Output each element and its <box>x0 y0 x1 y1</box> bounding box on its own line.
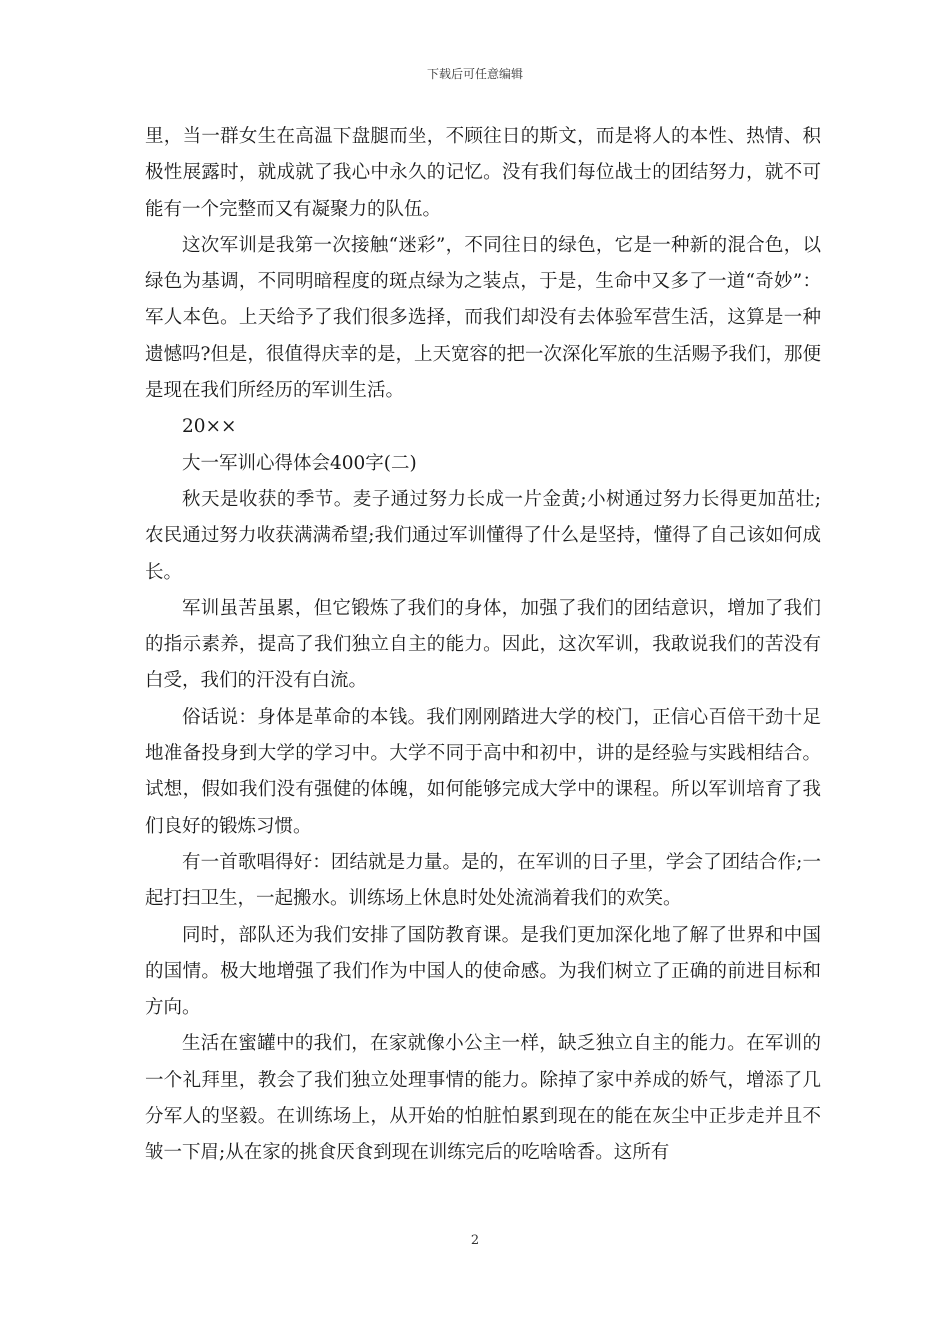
paragraph-honey-jar: 生活在蜜罐中的我们，在家就像小公主一样，缺乏独立自主的能力。在军训的一个礼拜里，教会了我们独立处理事情的能力。除掉了家中养成的娇气，增添了几分军人的坚毅。在训练场上，从开始的怕脏怕累到现在的能在灰尘中正步走并且不皱一下眉;从在家的挑食厌食到现在训练完后的吃啥啥香。这所有 <box>145 1033 821 1164</box>
page-header: 下载后可任意编辑 <box>426 67 523 81</box>
year-line: 20×× <box>182 416 237 438</box>
paragraph-autumn: 秋天是收获的季节。麦子通过努力长成一片金黄;小树通过努力长得更加茁壮;农民通过努力收获满满希望;我们通过军训懂得了什么是坚持，懂得了自己该如何成长。 <box>145 488 821 583</box>
paragraph-training-hard: 军训虽苦虽累，但它锻炼了我们的身体，加强了我们的团结意识，增加了我们的指示素养，提高了我们独立自主的能力。因此，这次军训，我敢说我们的苦没有白受，我们的汗没有白流。 <box>145 597 821 692</box>
section-title: 大一军训心得体会400字(二) <box>182 452 417 474</box>
page-number: 2 <box>470 1233 480 1248</box>
paragraph-defense-class: 同时，部队还为我们安排了国防教育课。是我们更加深化地了解了世界和中国的国情。极大地增强了我们作为中国人的使命感。为我们树立了正确的前进目标和方向。 <box>145 924 821 1019</box>
paragraph-saying: 俗话说：身体是革命的本钱。我们刚刚踏进大学的校门，正信心百倍干劲十足地准备投身到大学的学习中。大学不同于高中和初中，讲的是经验与实践相结合。试想，假如我们没有强健的体魄，如何能够完成大学中的课程。所以军训培育了我们良好的锻炼习惯。 <box>145 706 821 837</box>
paragraph-song: 有一首歌唱得好：团结就是力量。是的，在军训的日子里，学会了团结合作;一起打扫卫生，一起搬水。训练场上休息时处处流淌着我们的欢笑。 <box>145 851 821 910</box>
document-body <box>145 119 821 1172</box>
paragraph-continuation: 里，当一群女生在高温下盘腿而坐，不顾往日的斯文，而是将人的本性、热情、积极性展露时，就成就了我心中永久的记忆。没有我们每位战士的团结努力，就不可能有一个完整而又有凝聚力的队伍。 <box>145 126 821 220</box>
paragraph-camouflage: 这次军训是我第一次接触“迷彩”，不同往日的绿色，它是一种新的混合色，以绿色为基调，不同明暗程度的斑点绿为之装点，于是，生命中又多了一道“奇妙”：军人本色。上天给予了我们很多选择，而我们却没有去体验军营生活，这算是一种遗憾吗?但是，很值得庆幸的是，上天宽容的把一次深化军旅的生活赐予我们，那便是现在我们所经历的军训生活。 <box>145 234 821 402</box>
